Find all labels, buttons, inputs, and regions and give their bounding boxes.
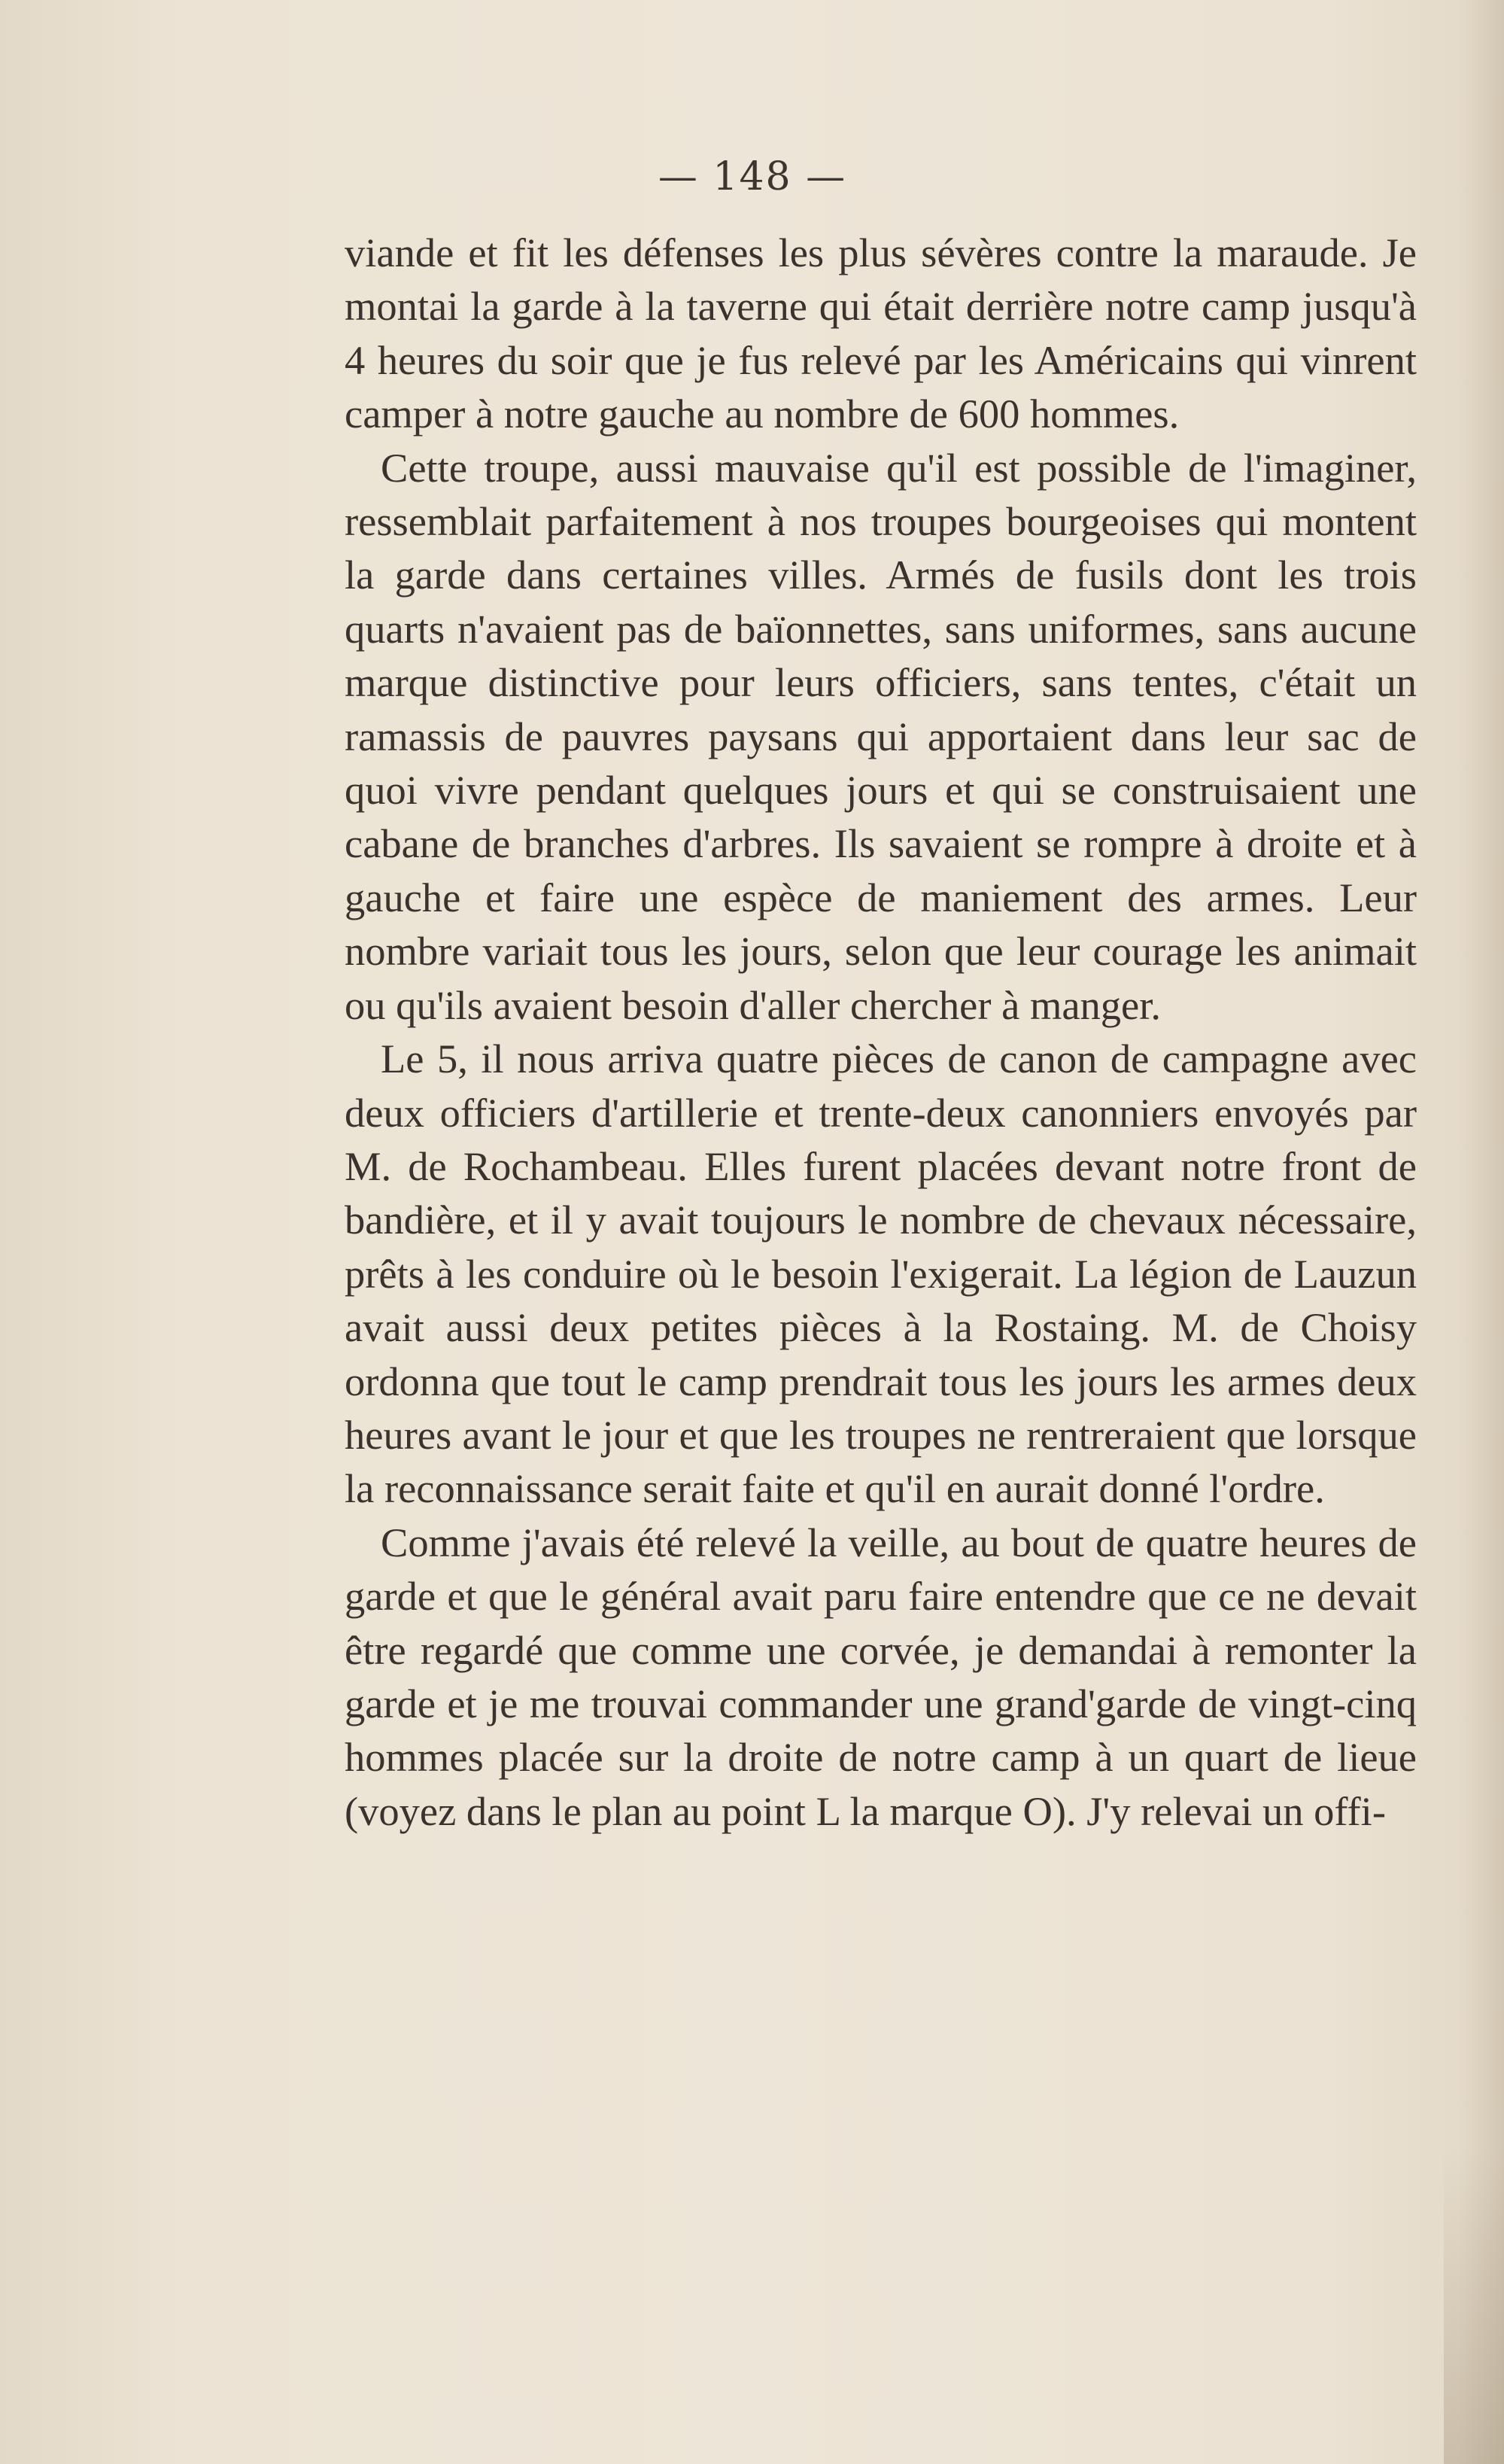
paragraph-2: Cette troupe, aussi mauvaise qu'il est possible de l'imaginer, ressemblait parfaitement à nos troupes bourgeoises qui montent la garde dans certaines villes. Armés de fusils dont les trois quarts n'avaient pas de baïonnettes, sans uniformes, sans aucune marque distinctive pour leurs officiers, sans tentes, c'était un ramassis de pauvres paysans qui apportaient dans leur sac de quoi vivre pendant quelques jours et qui se construisaient une cabane de branches d'arbres. Ils savaient se rompre à droite et à gauche et faire une espèce de maniement des armes. Leur nombre variait tous les jours, selon que leur courage les animait ou qu'ils avaient besoin d'aller chercher à manger. [345,444,1417,1028]
page-edge-shadow [1459,0,1504,2464]
paragraph-1: viande et fit les défenses les plus sévères contre la maraude. Je montai la garde à la taverne qui était derrière notre camp jusqu'à 4 heures du soir que je fus relevé par les Américains qui vinrent camper à notre gauche au nombre de 600 hommes. [345,230,1417,437]
paragraph-3: Le 5, il nous arriva quatre pièces de canon de campagne avec deux officiers d'artillerie et trente-deux canonniers envoyés par M. de Rochambeau. Elles furent placées devant notre front de bandière, et il y avait toujours le nombre de chevaux nécessaire, prêts à les conduire où le besoin l'exigerait. La légion de Lauzun avait aussi deux petites pièces à la Rostaing. M. de Choisy ordonna que tout le camp prendrait tous les jours les armes deux heures avant le jour et que les troupes ne rentreraient que lorsque la reconnaissance serait faite et qu'il en aurait donné l'ordre. [345,1036,1417,1512]
paragraph-4: Comme j'avais été relevé la veille, au bout de quatre heures de garde et que le général avait paru faire entendre que ce ne devait être regardé que comme une corvée, je demandai à remonter la garde et je me trouvai commander une grand'garde de vingt-cinq hommes placée sur la droite de notre camp à un quart de lieue (voyez dans le plan au point L la marque O). J'y relevai un offi- [345,1519,1417,1834]
page-corner-shadow [1444,2148,1504,2464]
page-number: — 148 — [658,154,847,199]
body-text [345,226,1417,1838]
